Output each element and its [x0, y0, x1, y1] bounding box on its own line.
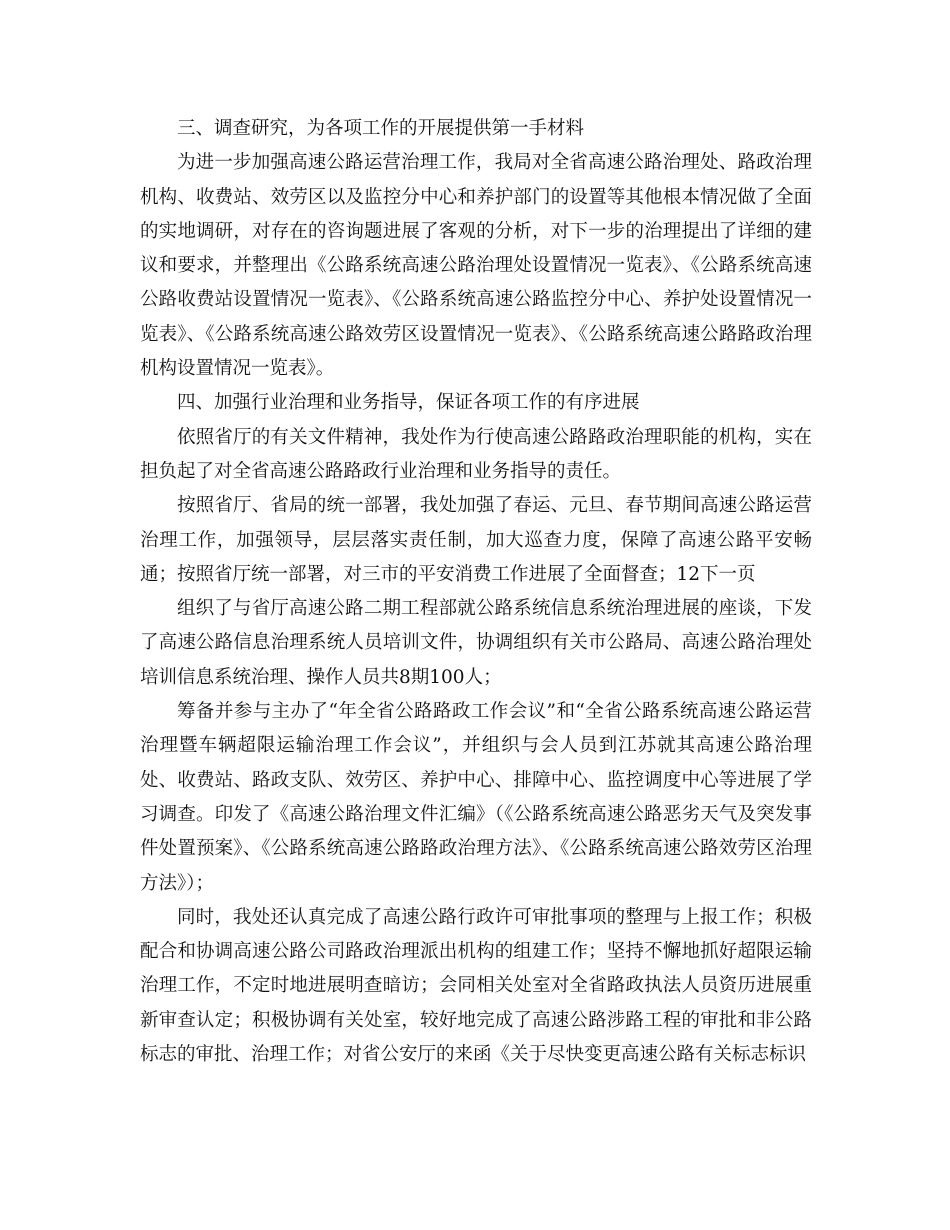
document-body	[140, 112, 812, 1072]
paragraph-deployment: 按照省厅、省局的统一部署，我处加强了春运、元旦、春节期间高速公路运营治理工作，加强领导，层层落实责任制，加大巡查力度，保障了高速公路平安畅通；按照省厅统一部署，对三市的平安消费工作进展了全面督查；12下一页	[140, 495, 812, 585]
paragraph-approvals: 同时，我处还认真完成了高速公路行政许可审批事项的整理与上报工作；积极配合和协调高速公路公司路政治理派出机构的组建工作；坚持不懈地抓好超限运输治理工作，不定时地进展明查暗访；会同相关处室对全省路政执法人员资历进展重新审查认定；积极协调有关处室，较好地完成了高速公路涉路工程的审批和非公路标志的审批、治理工作；对省公安厅的来函《关于尽快变更高速公路有关标志标识	[140, 906, 812, 1066]
paragraph-conference: 筹备并参与主办了“年全省公路路政工作会议”和“全省公路系统高速公路运营治理暨车辆超限运输治理工作会议”，并组织与会人员到江苏就其高速公路治理处、收费站、路政支队、效劳区、养护中心、排障中心、监控调度中心等进展了学习调查。印发了《高速公路治理文件汇编》（《公路系统高速公路恶劣天气及突发事件处置预案》、《公路系统高速公路路政治理方法》、《公路系统高速公路效劳区治理方法》）；	[140, 701, 812, 894]
paragraph-training: 组织了与省厅高速公路二期工程部就公路系统信息系统治理进展的座谈，下发了高速公路信息治理系统人员培训文件，协调组织有关市公路局、高速公路治理处培训信息系统治理、操作人员共8期100人；	[140, 598, 812, 688]
section-heading-4: 四、加强行业治理和业务指导，保证各项工作的有序进展	[177, 392, 640, 414]
section-heading-3: 三、调查研究，为各项工作的开展提供第一手材料	[177, 118, 585, 139]
paragraph-survey-details: 为进一步加强高速公路运营治理工作，我局对全省高速公路治理处、路政治理机构、收费站、效劳区以及监控分中心和养护部门的设置等其他根本情况做了全面的实地调研，对存在的咨询题进展了客观的分析，对下一步的治理提出了详细的建议和要求，并整理出《公路系统高速公路治理处设置情况一览表》、《公路系统高速公路收费站设置情况一览表》、《公路系统高速公路监控分中心、养护处设置情况一览表》、《公路系统高速公路效劳区设置情况一览表》、《公路系统高速公路路政治理机构设置情况一览表》。	[140, 152, 812, 380]
paragraph-guidance: 依照省厅的有关文件精神，我处作为行使高速公路路政治理职能的机构，实在担负起了对全省高速公路路政行业治理和业务指导的责任。	[140, 426, 812, 482]
